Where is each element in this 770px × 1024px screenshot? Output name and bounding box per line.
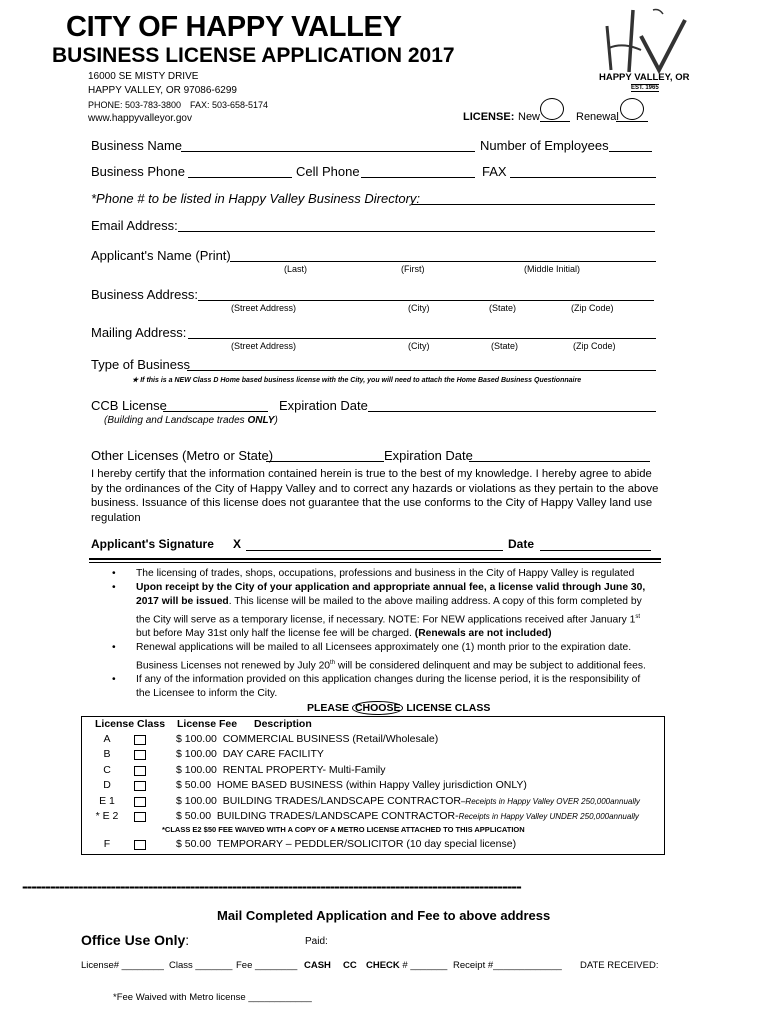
business-address-label: Business Address: [91,287,198,302]
checkbox-class-a[interactable] [134,735,146,745]
cell-phone-label: Cell Phone [296,164,360,179]
fax-number: FAX: 503-658-5174 [190,100,269,110]
name-middle-hint: (Middle Initial) [524,264,581,274]
class-d-desc: $ 50.00 HOME BASED BUSINESS (within Happy Valley jurisdiction ONLY) [176,779,527,791]
class-a: A [103,733,111,745]
office-cash: CASH [304,960,331,971]
employees-field[interactable] [609,151,652,152]
office-date-received: DATE RECEIVED: [580,960,659,971]
office-fee: Fee ________ [236,960,298,971]
ba-state-hint: (State) [489,303,517,313]
ma-zip-hint: (Zip Code) [573,341,616,351]
class-f: F [103,838,111,850]
checkbox-class-e1[interactable] [134,797,146,807]
fax-field[interactable] [510,177,656,178]
signature-date-label: Date [508,537,535,551]
certification-text: I hereby certify that the information contained herein is true to the best of my knowledge. I hereby agree to abide by the ordinances of the City of Happy Valley and to correct any hazards or violations as they pertain to the above business. Issuance of this license does not guarantee that the use conforms to the City of Happy Valley land use regulation [91,468,659,524]
type-of-business-label: Type of Business [91,357,190,372]
license-new-option[interactable] [540,98,564,120]
class-e2: * E 2 [95,810,119,822]
header-fee: License Fee [177,718,238,730]
class-e2-desc: $ 50.00 BUILDING TRADES/LANDSCAPE CONTRACTOR-Receipts in Happy Valley UNDER 250,000annually [176,810,639,822]
checkbox-class-b[interactable] [134,750,146,760]
cut-line: ----------------------------------------------------------------------------------------------------------- [22,877,521,896]
other-expiration-label: Expiration Date [384,448,473,463]
city-logo [593,6,697,94]
choose-word: CHOOSE [352,701,404,715]
directory-phone-field[interactable] [412,204,655,205]
address-line-1: 16000 SE MISTY DRIVE [88,71,199,82]
website: www.happyvalleyor.gov [88,113,192,124]
ba-zip-hint: (Zip Code) [571,303,614,313]
type-of-business-field[interactable] [187,370,656,371]
ma-street-hint: (Street Address) [231,341,297,351]
header-description: Description [254,718,312,730]
office-use-heading: Office Use Only: [81,932,190,948]
signature-field[interactable] [246,550,503,551]
checkbox-class-c[interactable] [134,766,146,776]
class-c-desc: $ 100.00 RENTAL PROPERTY- Multi-Family [176,764,386,776]
business-phone-field[interactable] [188,177,292,178]
class-e1-desc: $ 100.00 BUILDING TRADES/LANDSCAPE CONTRACTOR–Receipts in Happy Valley OVER 250,000annually [176,795,640,807]
note-4: • If any of the information provided on this application changes during the license period, it is the responsibility of the Licensee to inform the City. [112,673,657,701]
logo-text: HAPPY VALLEY, OR [599,72,690,83]
office-check: CHECK # _______ [366,960,448,971]
name-first-hint: (First) [401,264,425,274]
applicant-name-label: Applicant's Name (Print) [91,248,231,263]
section-divider [89,558,661,563]
note-2: • Upon receipt by the City of your application and appropriate annual fee, a license valid through June 30, 2017 will be issued. This license will be mailed to the above mailing address. A copy of this form completed by the City will serve as a temporary license, if necessary. NOTE: For NEW applications received after January 1st but before May 31st only half the license fee will be charged. (Renewals are not included) [112,581,657,641]
class-d: D [103,779,111,791]
ma-city-hint: (City) [408,341,430,351]
class-c: C [103,764,111,776]
other-licenses-label: Other Licenses (Metro or State) [91,448,274,463]
class-e1: E 1 [99,795,115,807]
ccb-expiration-field[interactable] [368,411,656,412]
ccb-note: (Building and Landscape trades ONLY) [104,415,278,426]
other-licenses-field[interactable] [266,461,384,462]
logo-est: EST. 1965 [631,85,659,91]
mail-instructions: Mail Completed Application and Fee to above address [217,908,551,923]
office-receipt: Receipt #_____________ [453,960,562,971]
license-new-label: New [518,111,541,123]
email-label: Email Address: [91,218,178,233]
class-b: B [103,748,111,760]
mailing-address-field[interactable] [188,338,656,339]
business-name-label: Business Name [91,138,183,153]
ba-city-hint: (City) [408,303,430,313]
checkbox-class-e2[interactable] [134,812,146,822]
form-subtitle: BUSINESS LICENSE APPLICATION 2017 [52,44,455,67]
office-cc: CC [343,960,357,971]
name-last-hint: (Last) [284,264,308,274]
signature-x: X [233,537,242,551]
employees-label: Number of Employees [480,138,609,153]
fax-label: FAX [482,164,507,179]
choose-class-heading: PLEASE CHOOSE LICENSE CLASS [307,702,491,714]
business-name-field[interactable] [181,151,475,152]
note-1: • The licensing of trades, shops, occupations, professions and business in the City of Happy Valley is regulated [112,567,657,581]
license-type-label: LICENSE: [463,111,515,123]
applicant-name-field[interactable] [230,261,656,262]
ba-street-hint: (Street Address) [231,303,297,313]
other-expiration-field[interactable] [469,461,650,462]
address-line-2: HAPPY VALLEY, OR 97086-6299 [88,85,237,96]
signature-date-field[interactable] [540,550,651,551]
form-title: CITY OF HAPPY VALLEY [66,11,402,43]
class-b-desc: $ 100.00 DAY CARE FACILITY [176,748,324,760]
business-phone-label: Business Phone [91,164,185,179]
star-icon: ★ [132,377,139,384]
header-class: License Class [95,718,166,730]
email-field[interactable] [178,231,655,232]
license-class-table [81,716,665,855]
checkbox-class-d[interactable] [134,781,146,791]
mailing-address-label: Mailing Address: [91,325,187,340]
office-license-no: License# ________ [81,960,164,971]
paid-label: Paid: [305,936,328,947]
cell-phone-field[interactable] [361,177,475,178]
class-f-desc: $ 50.00 TEMPORARY – PEDDLER/SOLICITOR (10 day special license) [176,838,517,850]
business-address-field[interactable] [198,300,654,301]
class-a-desc: $ 100.00 COMMERCIAL BUSINESS (Retail/Wholesale) [176,733,439,745]
license-renewal-label: Renewal [576,111,619,123]
license-renewal-option[interactable] [620,98,644,120]
type-note: ★ If this is a NEW Class D Home based business license with the City, you will need to attach the Home Based Business Questionnaire [132,377,582,384]
fee-waived-line: *Fee Waived with Metro license ____________ [113,992,312,1003]
ccb-license-label: CCB License [91,398,167,413]
license-notes [112,567,657,702]
ccb-license-field[interactable] [163,411,268,412]
signature-label: Applicant's Signature [91,537,214,551]
ccb-expiration-label: Expiration Date [279,398,368,413]
phone-number: PHONE: 503-783-3800 [88,100,182,110]
checkbox-class-f[interactable] [134,840,146,850]
note-3: • Renewal applications will be mailed to all Licensees approximately one (1) month prior to the expiration date. Business Licenses not renewed by July 20th will be considered delinquent and may be subject to additional fees. [112,641,657,673]
new-underline [540,121,570,122]
office-class: Class _______ [169,960,233,971]
ma-state-hint: (State) [491,341,519,351]
directory-phone-label: *Phone # to be listed in Happy Valley Business Directory: [91,191,421,206]
e2-waiver-note: *CLASS E2 $50 FEE WAIVED WITH A COPY OF A METRO LICENSE ATTACHED TO THIS APPLICATION [162,825,525,834]
renewal-underline [616,121,648,122]
